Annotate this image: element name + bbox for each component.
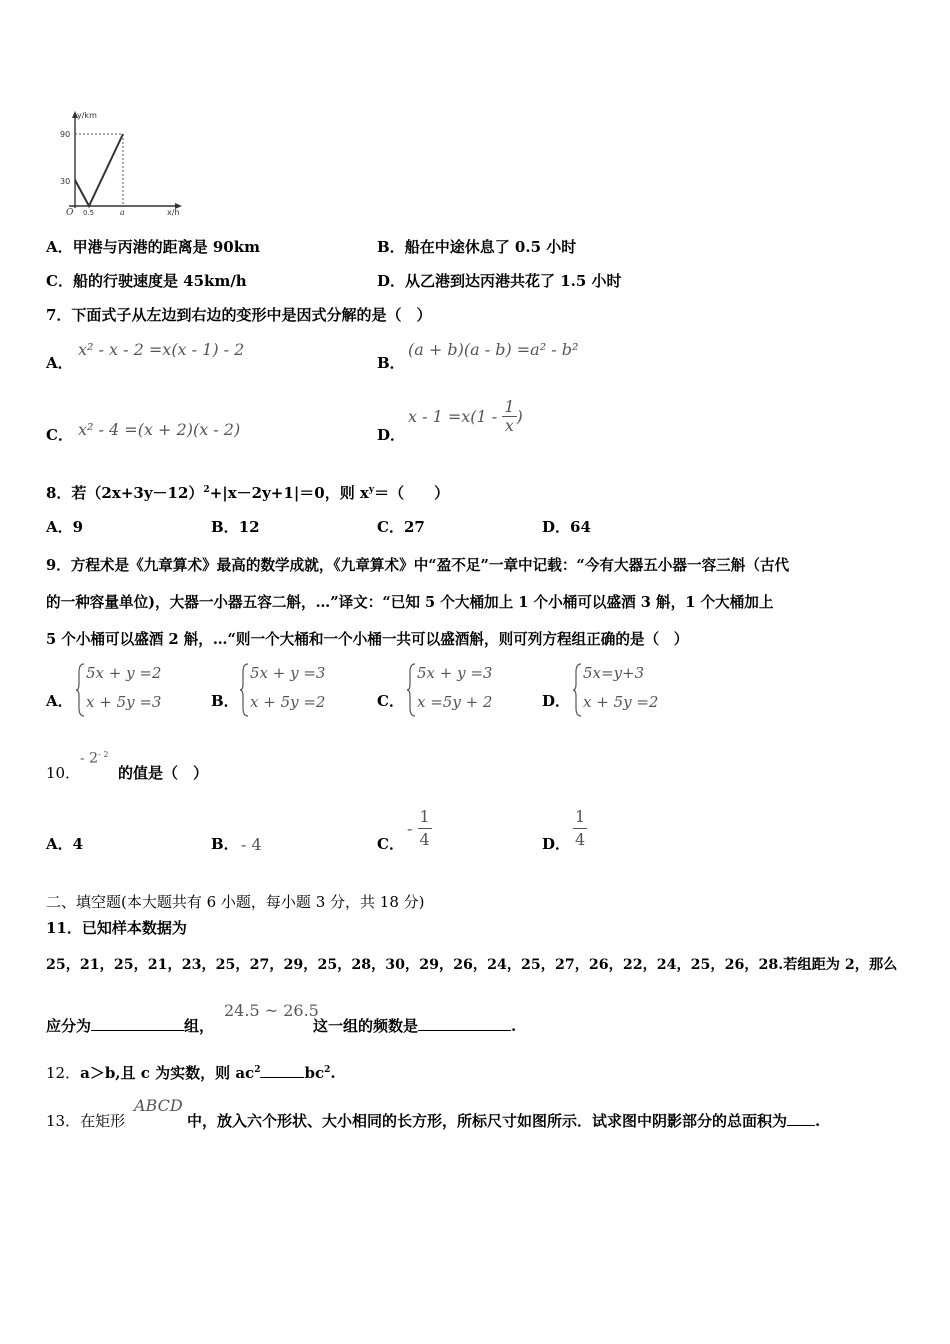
- q8-option-d-label: D．: [542, 518, 571, 536]
- q11-line-3: [46, 1015, 214, 1036]
- q8-option-a-text: 9: [72, 518, 84, 536]
- q9-option-c-brace: [407, 662, 417, 718]
- q7-option-c-expr: x² - 4 =(x + 2)(x - 2): [78, 420, 241, 439]
- y-axis-label: y/km: [77, 111, 97, 120]
- q9-option-a-label: A．: [46, 692, 73, 710]
- q7-stem: 7．下面式子从左边到右边的变形中是因式分解的是（ ）: [46, 306, 432, 324]
- q11-end: .: [511, 1017, 517, 1035]
- q10-option-d-num: 1: [573, 806, 587, 829]
- q11-line-3-post: [313, 1015, 516, 1036]
- q8-stem-end: ＝（ ）: [374, 484, 450, 502]
- q6-option-a: [46, 236, 260, 257]
- q7-option-d-label: D．: [377, 426, 406, 444]
- q8-option-c-text: 27: [403, 518, 425, 536]
- q10-option-c-label: C．: [377, 835, 404, 853]
- q10-option-a: [46, 833, 83, 854]
- q9-option-d-brace: [573, 662, 583, 718]
- q13-stem: 中，放入六个形状、大小相同的长方形，所标尺寸如图所示．试求图中阴影部分的总面积为: [187, 1112, 788, 1130]
- q10-option-d-value: [573, 806, 587, 851]
- q10-option-d-den: 4: [575, 830, 586, 849]
- q9-option-a-system: [76, 662, 186, 718]
- q9-option-c-eq2: x =5y + 2: [417, 693, 493, 711]
- q10-expr-exp: - 2: [98, 750, 109, 759]
- q6-option-c: [46, 270, 247, 291]
- q13-blank[interactable]: [787, 1111, 815, 1126]
- q10-option-c-fraction: [418, 806, 432, 851]
- q10-option-c-value: [407, 806, 432, 851]
- q9-option-b-label: B．: [211, 692, 239, 710]
- section-2-title: 二、填空题(本大题共有 6 小题，每小题 3 分，共 18 分): [46, 893, 425, 911]
- travel-line: [75, 134, 123, 206]
- q10-stem: 的值是（ ）: [118, 764, 209, 782]
- q13-end: .: [815, 1112, 821, 1130]
- q7-option-d-fraction: [502, 398, 516, 435]
- tick-a: a: [120, 208, 125, 217]
- q8-option-a: [46, 516, 83, 537]
- q9-line-1: 9．方程术是《九章算术》最高的数学成就，《九章算术》中“盈不足”一章中记载：“今有大器五小器一容三斛（古代: [46, 557, 790, 574]
- q9-option-b-brace: [240, 662, 250, 718]
- q11-data: 25，21，25，21，23，25，27，29，25，28，30，29，26，24，25，27，26，22，24，25，26，28.若组距为 2，那么: [46, 957, 898, 973]
- q8-stem-sup2: y: [368, 485, 375, 495]
- q9-option-d-label: D．: [542, 692, 571, 710]
- q12-sup1: 2: [254, 1065, 261, 1075]
- q7-option-b-expr: (a + b)(a - b) =a² - b²: [408, 340, 579, 359]
- q7-option-d-left: x - 1 =x(1 -: [408, 407, 498, 426]
- q13-rect-name: ABCD: [134, 1096, 183, 1115]
- q12-text-pre: a＞b,且 c 为实数，则 ac: [80, 1064, 255, 1082]
- q12-sup2: 2: [324, 1065, 331, 1075]
- q9-option-d-eq1: 5x=y+3: [583, 664, 645, 682]
- q10-option-c-den: 4: [419, 830, 430, 849]
- q7-option-a-expr: x² - x - 2 =x(x - 1) - 2: [78, 340, 245, 359]
- distance-time-graph: [55, 108, 185, 218]
- q9-line-2: 的一种容量单位)，大器一小器五容二斛，…”译文：“已知 5 个大桶加上 1 个小桶可以盛酒 3 斛，1 个大桶加上: [46, 594, 774, 611]
- q8-option-b: [211, 516, 260, 537]
- q9-option-d-eq2: x + 5y =2: [583, 693, 659, 711]
- q8-option-b-label: B．: [211, 518, 239, 536]
- q6-option-d-text: 从乙港到达丙港共花了 1.5 小时: [405, 272, 622, 290]
- q10-option-d-fraction: [573, 806, 587, 851]
- q12-number: 12．: [46, 1064, 81, 1082]
- q9-option-c-label: C．: [377, 692, 404, 710]
- q7-option-c-label: C．: [46, 426, 73, 444]
- q9-option-a-eq2: x + 5y =3: [86, 693, 162, 711]
- q10-option-b-value: - 4: [241, 835, 262, 854]
- q9-option-d-system: [573, 662, 683, 718]
- q11-blank-1[interactable]: [91, 1016, 184, 1031]
- q9-option-a-eq1: 5x + y =2: [86, 664, 162, 682]
- q12-blank[interactable]: [260, 1063, 304, 1078]
- q12-end: .: [330, 1064, 336, 1082]
- q7-option-d-frac-den: x: [504, 416, 514, 435]
- q9-option-b-system: [240, 662, 350, 718]
- tick-0-5: 0.5: [83, 209, 95, 217]
- tick-90: 90: [60, 130, 71, 139]
- q6-option-b: [377, 236, 576, 257]
- q9-option-c-system: [407, 662, 517, 718]
- q9-option-c-eq1: 5x + y =3: [417, 664, 493, 682]
- q6-option-b-label: B．: [377, 238, 405, 256]
- q8-option-c: [377, 516, 425, 537]
- q13-number: 13．在矩形: [46, 1112, 126, 1130]
- q11-post: 这一组的频数是: [313, 1017, 419, 1035]
- q10-expr-base: - 2: [80, 750, 99, 767]
- q13-text: [187, 1110, 820, 1131]
- q11-blank-2[interactable]: [418, 1016, 511, 1031]
- q12: [46, 1062, 336, 1083]
- q8-stem-post: +|x－2y+1|＝0，则 x: [209, 484, 369, 502]
- q8-stem-pre: 8．若（2x+3y－12）: [46, 484, 204, 502]
- q7-option-d-frac-num: 1: [504, 397, 515, 416]
- q6-option-d-label: D．: [377, 272, 406, 290]
- q9-line-3: 5 个小桶可以盛酒 2 斛，…“则一个大桶和一个小桶一共可以盛酒斛，则可列方程组正确的是（ ）: [46, 631, 689, 648]
- q8-option-d-text: 64: [570, 518, 591, 536]
- q7-option-b-label: B．: [377, 354, 405, 372]
- q10-option-a-text: 4: [72, 835, 84, 853]
- q7-option-a-label: A．: [46, 354, 73, 372]
- q10-option-c-num: 1: [418, 806, 432, 829]
- q9-option-b-eq2: x + 5y =2: [250, 693, 326, 711]
- origin-label: O: [66, 208, 74, 218]
- x-axis-label: x/h: [167, 208, 180, 217]
- q11-stem: 11．已知样本数据为: [46, 919, 187, 937]
- q8-option-a-label: A．: [46, 518, 73, 536]
- q6-option-c-text: 船的行驶速度是 45km/h: [72, 272, 247, 290]
- q6-option-d: [377, 270, 622, 291]
- q10-option-d-label: D．: [542, 835, 571, 853]
- q10-expression: [80, 750, 108, 767]
- q6-option-c-label: C．: [46, 272, 73, 290]
- q6-option-b-text: 船在中途休息了 0.5 小时: [404, 238, 577, 256]
- q8-stem: [46, 482, 449, 503]
- q11-range: 24.5 ~ 26.5: [224, 1001, 319, 1020]
- q9-option-b-eq1: 5x + y =3: [250, 664, 326, 682]
- tick-30: 30: [60, 177, 71, 186]
- q7-option-d-right: ): [516, 407, 523, 426]
- q7-option-d-expr: [408, 398, 523, 435]
- q12-text-post: bc: [304, 1064, 325, 1082]
- q6-option-a-text: 甲港与丙港的距离是 90km: [72, 238, 261, 256]
- q9-option-a-brace: [76, 662, 86, 718]
- q11-pre: 应分为: [46, 1017, 92, 1035]
- q10-option-b-label: B．: [211, 835, 239, 853]
- q10-option-c-sign: -: [407, 819, 413, 838]
- q10-option-a-label: A．: [46, 835, 73, 853]
- q8-option-c-label: C．: [377, 518, 404, 536]
- q11-mid: 组，: [184, 1017, 215, 1035]
- q10-number: 10．: [46, 764, 81, 782]
- q6-option-a-label: A．: [46, 238, 73, 256]
- q8-stem-sup: 2: [203, 485, 210, 495]
- q8-option-d: [542, 516, 591, 537]
- q8-option-b-text: 12: [238, 518, 260, 536]
